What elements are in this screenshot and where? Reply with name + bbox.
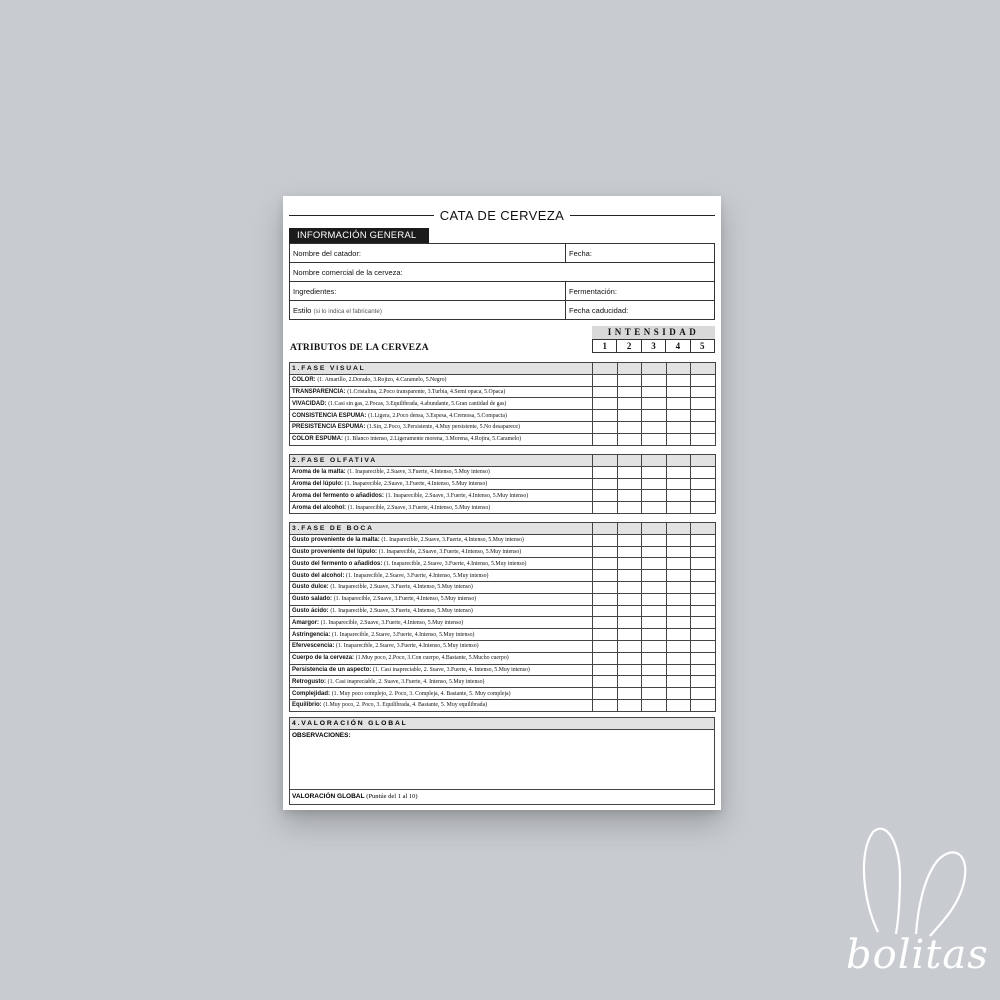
intensity-checkbox[interactable] — [691, 664, 716, 676]
attribute-row — [290, 546, 716, 558]
watermark-logo-text: bolitas — [846, 932, 989, 978]
expiry-field[interactable]: Fecha caducidad: — [566, 301, 715, 320]
title-row — [289, 206, 715, 224]
attribute-label — [290, 652, 593, 664]
attribute-name: COLOR ESPUMA: — [292, 436, 343, 443]
attribute-options: (1. Inaparecible, 2.Suave, 3.Fuerte, 4.Intenso, 5.Muy intenso) — [344, 480, 488, 487]
attribute-row — [290, 478, 716, 490]
intensity-level: 1 — [593, 340, 617, 353]
intensity-checkbox[interactable] — [593, 410, 618, 422]
intensity-checkbox[interactable] — [617, 433, 642, 445]
intensity-checkbox[interactable] — [642, 546, 667, 558]
intensity-checkbox[interactable] — [593, 546, 618, 558]
intensity-checkbox[interactable] — [691, 386, 716, 398]
intensity-checkbox[interactable] — [617, 398, 642, 410]
intensity-checkbox[interactable] — [642, 410, 667, 422]
group-header-cell — [593, 363, 618, 375]
intensity-checkbox[interactable] — [593, 374, 618, 386]
attribute-row — [290, 699, 716, 711]
intensity-checkbox[interactable] — [691, 629, 716, 641]
intensity-level: 3 — [641, 340, 665, 353]
attribute-row — [290, 502, 716, 514]
attribute-options: (1. Blanco intenso, 2.Ligeramente morena, 3.Morena, 4.Rojira, 5.Caramelo) — [344, 436, 522, 443]
group-header-cell — [642, 523, 667, 535]
intensity-checkbox[interactable] — [666, 581, 691, 593]
intensity-checkbox[interactable] — [593, 558, 618, 570]
intensity-checkbox[interactable] — [642, 433, 667, 445]
attribute-options: (1. Inaparecible, 2.Suave, 3.Fuerte, 4.Intenso, 5.Muy intenso) — [320, 619, 464, 626]
mouth-phase-table — [289, 522, 716, 712]
intensity-checkbox[interactable] — [691, 617, 716, 629]
attribute-label — [290, 558, 593, 570]
intensity-checkbox[interactable] — [617, 652, 642, 664]
fermentation-field[interactable]: Fermentación: — [566, 282, 715, 301]
intensity-checkbox[interactable] — [642, 688, 667, 700]
attribute-name: Gusto del fermento o añadidos: — [292, 560, 383, 567]
intensity-checkbox[interactable] — [666, 605, 691, 617]
intensity-checkbox[interactable] — [691, 676, 716, 688]
attribute-label — [290, 421, 593, 433]
intensity-checkbox[interactable] — [666, 398, 691, 410]
attribute-name: Efervescencia: — [292, 643, 335, 650]
intensity-checkbox[interactable] — [642, 617, 667, 629]
group-header-cell — [593, 523, 618, 535]
attribute-row — [290, 676, 716, 688]
intensity-checkbox[interactable] — [593, 688, 618, 700]
intensity-checkbox[interactable] — [642, 605, 667, 617]
attribute-name: Gusto del alcohol: — [292, 572, 345, 579]
intensity-checkbox[interactable] — [666, 664, 691, 676]
attribute-label — [290, 617, 593, 629]
intensity-checkbox[interactable] — [691, 699, 716, 711]
global-assessment — [289, 717, 715, 805]
intensity-level: 2 — [617, 340, 641, 353]
date-field[interactable]: Fecha: — [566, 244, 715, 263]
attribute-name: Gusto ácido: — [292, 607, 329, 614]
attribute-name: CONSISTENCIA ESPUMA: — [292, 412, 367, 419]
intensity-checkbox[interactable] — [617, 570, 642, 582]
intensity-checkbox[interactable] — [617, 410, 642, 422]
attribute-row — [290, 605, 716, 617]
attribute-options: (1. Inaparecible, 2.Suave, 3.Fuerte, 4.Intenso, 5.Muy intenso) — [346, 572, 489, 579]
intensity-checkbox[interactable] — [666, 478, 691, 490]
intensity-checkbox[interactable] — [617, 699, 642, 711]
intensity-checkbox[interactable] — [617, 605, 642, 617]
attribute-label — [290, 593, 593, 605]
intensity-checkbox[interactable] — [642, 699, 667, 711]
intensity-checkbox[interactable] — [593, 490, 618, 502]
style-field[interactable]: Estilo (si lo indica el fabricante) — [290, 301, 566, 320]
attribute-label — [290, 570, 593, 582]
attribute-label — [290, 664, 593, 676]
attribute-name: Retrogusto: — [292, 678, 326, 685]
group-header-cell — [642, 363, 667, 375]
observations-field[interactable]: OBSERVACIONES: — [290, 730, 714, 790]
group-header-cell — [617, 363, 642, 375]
intensity-checkbox[interactable] — [617, 688, 642, 700]
intensity-checkbox[interactable] — [666, 688, 691, 700]
attribute-label — [290, 502, 593, 514]
intensity-checkbox[interactable] — [691, 502, 716, 514]
attribute-options: (1. Amarillo, 2.Dorado, 3.Rojizo, 4.Caramelo, 5.Negro) — [317, 377, 447, 384]
intensity-checkbox[interactable] — [617, 386, 642, 398]
visual-phase-table — [289, 362, 716, 446]
intensity-checkbox[interactable] — [666, 593, 691, 605]
intensity-checkbox[interactable] — [666, 386, 691, 398]
intensity-checkbox[interactable] — [617, 546, 642, 558]
intensity-checkbox[interactable] — [691, 466, 716, 478]
intensity-checkbox[interactable] — [642, 374, 667, 386]
intensity-checkbox[interactable] — [593, 466, 618, 478]
title-rule-right — [570, 215, 715, 216]
attribute-row — [290, 374, 716, 386]
attribute-row — [290, 410, 716, 422]
intensity-checkbox[interactable] — [691, 652, 716, 664]
attribute-row — [290, 386, 716, 398]
intensity-checkbox[interactable] — [593, 652, 618, 664]
attribute-name: Equilibrio: — [292, 702, 322, 709]
intensity-checkbox[interactable] — [691, 410, 716, 422]
intensity-checkbox[interactable] — [593, 629, 618, 641]
group-header: 1.FASE VISUAL — [290, 363, 593, 375]
intensity-checkbox[interactable] — [642, 421, 667, 433]
attribute-label — [290, 490, 593, 502]
intensity-checkbox[interactable] — [617, 676, 642, 688]
intensity-level: 4 — [666, 340, 690, 353]
attribute-row — [290, 688, 716, 700]
attribute-name: Aroma del alcohol: — [292, 504, 347, 511]
intensity-checkbox[interactable] — [691, 478, 716, 490]
intensity-checkbox[interactable] — [593, 581, 618, 593]
attribute-options: (1. Inaparecible, 2.Suave, 3.Fuerte, 4.Intenso, 5.Muy intenso) — [347, 469, 490, 476]
intensity-checkbox[interactable] — [642, 570, 667, 582]
global-assessment-header: 4.VALORACIÓN GLOBAL — [290, 718, 714, 730]
intensity-checkbox[interactable] — [593, 433, 618, 445]
attribute-row — [290, 534, 716, 546]
attribute-label — [290, 534, 593, 546]
attribute-label — [290, 546, 593, 558]
tasting-sheet — [283, 196, 721, 810]
intensity-checkbox[interactable] — [593, 664, 618, 676]
attribute-options: (1. Casi inapreciable, 2. Suave, 3.Fuerte, 4. Intenso, 5.Muy intenso) — [373, 666, 530, 673]
attribute-name: Amargor: — [292, 619, 320, 626]
intensity-checkbox[interactable] — [617, 617, 642, 629]
attributes-title: ATRIBUTOS DE LA CERVEZA — [290, 343, 429, 353]
intensity-checkbox[interactable] — [593, 421, 618, 433]
intensity-checkbox[interactable] — [691, 688, 716, 700]
general-info-header: INFORMACIÓN GENERAL — [289, 228, 429, 243]
intensity-checkbox[interactable] — [642, 466, 667, 478]
group-header-cell — [691, 363, 716, 375]
attribute-name: Complejidad: — [292, 690, 331, 697]
taster-field[interactable]: Nombre del catador: — [290, 244, 566, 263]
intensity-checkbox[interactable] — [666, 558, 691, 570]
intensity-checkbox[interactable] — [617, 502, 642, 514]
intensity-checkbox[interactable] — [691, 605, 716, 617]
attribute-row — [290, 593, 716, 605]
general-info-table — [289, 243, 715, 320]
intensity-level: 5 — [690, 340, 714, 353]
attribute-name: Gusto proveniente del lúpulo: — [292, 548, 378, 555]
page-title: CATA DE CERVEZA — [439, 207, 565, 223]
intensity-checkbox[interactable] — [617, 534, 642, 546]
attribute-options: (1. Inaparecible, 2.Suave, 3.Fuerte, 4.Intenso, 5.Muy intenso) — [378, 548, 522, 555]
group-header-cell — [666, 455, 691, 467]
attribute-options: (1. Inaparecible, 2.Suave, 3.Fuerte, 4.Intenso, 5.Muy intenso) — [384, 560, 527, 567]
attribute-label — [290, 478, 593, 490]
intensity-checkbox[interactable] — [642, 478, 667, 490]
intensity-checkbox[interactable] — [593, 534, 618, 546]
group-header-cell — [691, 455, 716, 467]
intensity-levels — [592, 339, 715, 353]
intensity-checkbox[interactable] — [666, 617, 691, 629]
intensity-header: INTENSIDAD — [592, 326, 715, 339]
intensity-checkbox[interactable] — [642, 558, 667, 570]
attribute-label — [290, 374, 593, 386]
attribute-name: Gusto dulce: — [292, 584, 329, 591]
intensity-checkbox[interactable] — [666, 640, 691, 652]
intensity-checkbox[interactable] — [666, 629, 691, 641]
attribute-options: (1. Inaparecible, 2.Suave, 3.Fuerte, 4.Intenso, 5.Muy intenso) — [336, 643, 479, 650]
intensity-checkbox[interactable] — [691, 570, 716, 582]
attribute-label — [290, 398, 593, 410]
olfactory-phase-table — [289, 454, 716, 514]
group-header-cell — [593, 455, 618, 467]
commercial-name-field[interactable]: Nombre comercial de la cerveza: — [290, 263, 715, 282]
intensity-checkbox[interactable] — [617, 640, 642, 652]
attribute-row — [290, 466, 716, 478]
attribute-options: (1.Sin, 2.Poco, 3.Persistente, 4.Muy persistente, 5.No desaparece) — [367, 424, 520, 431]
attribute-label — [290, 605, 593, 617]
attribute-options: (1. Inaparecible, 2.Suave, 3.Fuerte, 4.Intenso, 5.Muy intenso) — [381, 537, 524, 544]
global-score-field[interactable]: VALORACIÓN GLOBAL (Puntúe del 1 al 10) — [292, 793, 418, 800]
intensity-checkbox[interactable] — [593, 398, 618, 410]
attribute-label — [290, 410, 593, 422]
attribute-label — [290, 640, 593, 652]
attribute-label — [290, 581, 593, 593]
intensity-checkbox[interactable] — [617, 629, 642, 641]
intensity-checkbox[interactable] — [691, 421, 716, 433]
attribute-options: (1. Inaparecible, 2.Suave, 3.Fuerte, 4.Intenso, 5.Muy intenso) — [330, 584, 473, 591]
intensity-checkbox[interactable] — [691, 374, 716, 386]
intensity-checkbox[interactable] — [593, 478, 618, 490]
intensity-checkbox[interactable] — [593, 502, 618, 514]
intensity-checkbox[interactable] — [666, 570, 691, 582]
intensity-checkbox[interactable] — [617, 478, 642, 490]
intensity-checkbox[interactable] — [642, 629, 667, 641]
attribute-name: Gusto proveniente de la malta: — [292, 537, 380, 544]
attribute-label — [290, 688, 593, 700]
attribute-options: (1. Inaparecible, 2.Suave, 3.Fuerte, 4.Intenso, 5.Muy intenso) — [347, 504, 491, 511]
attribute-name: Persistencia de un aspecto: — [292, 666, 372, 673]
intensity-checkbox[interactable] — [642, 534, 667, 546]
attribute-name: VIVACIDAD: — [292, 400, 327, 407]
intensity-checkbox[interactable] — [666, 676, 691, 688]
intensity-checkbox[interactable] — [617, 421, 642, 433]
attribute-options: (1.Ligera, 2.Poco densa, 3.Espesa, 4.Cremosa, 5.Compacta) — [368, 412, 507, 419]
group-header-cell — [617, 523, 642, 535]
attribute-name: Cuerpo de la cerveza: — [292, 655, 355, 662]
group-header-cell — [617, 455, 642, 467]
attribute-row — [290, 640, 716, 652]
attribute-options: (1. Inaparecible, 2.Suave, 3.Fuerte, 4.Intenso, 5.Muy intenso) — [332, 631, 475, 638]
attribute-row — [290, 581, 716, 593]
attribute-options: (1. Inaparecible, 2.Suave, 3.Fuerte, 4.Intenso, 5.Muy intenso) — [385, 492, 529, 499]
title-rule-left — [289, 215, 434, 216]
intensity-checkbox[interactable] — [666, 466, 691, 478]
attribute-options: (1.Casi sin gas, 2.Pocas, 3.Equilibrada, 4.abundante, 5.Gran cantidad de gas) — [328, 400, 507, 407]
intensity-checkbox[interactable] — [666, 534, 691, 546]
group-header-cell — [691, 523, 716, 535]
attribute-name: Astringencia: — [292, 631, 331, 638]
intensity-checkbox[interactable] — [617, 581, 642, 593]
attribute-options: (1.Muy poco, 2.Poco, 3.Con cuerpo, 4.Bastante, 5.Mucho cuerpo) — [355, 655, 509, 662]
attribute-name: PRESISTENCIA ESPUMA: — [292, 424, 366, 431]
intensity-checkbox[interactable] — [617, 558, 642, 570]
group-header-cell — [666, 363, 691, 375]
intensity-checkbox[interactable] — [593, 699, 618, 711]
attribute-label — [290, 386, 593, 398]
intensity-checkbox[interactable] — [617, 374, 642, 386]
attribute-row — [290, 398, 716, 410]
attribute-label — [290, 433, 593, 445]
intensity-checkbox[interactable] — [691, 433, 716, 445]
intensity-checkbox[interactable] — [666, 421, 691, 433]
intensity-checkbox[interactable] — [642, 490, 667, 502]
group-header-cell — [666, 523, 691, 535]
attribute-name: Aroma de la malta: — [292, 469, 346, 476]
intensity-checkbox[interactable] — [593, 617, 618, 629]
intensity-checkbox[interactable] — [666, 699, 691, 711]
intensity-checkbox[interactable] — [691, 490, 716, 502]
intensity-checkbox[interactable] — [617, 664, 642, 676]
intensity-checkbox[interactable] — [593, 570, 618, 582]
intensity-checkbox[interactable] — [642, 652, 667, 664]
intensity-checkbox[interactable] — [691, 640, 716, 652]
intensity-checkbox[interactable] — [642, 676, 667, 688]
intensity-checkbox[interactable] — [691, 546, 716, 558]
intensity-checkbox[interactable] — [666, 374, 691, 386]
intensity-checkbox[interactable] — [666, 546, 691, 558]
intensity-checkbox[interactable] — [642, 640, 667, 652]
intensity-checkbox[interactable] — [666, 652, 691, 664]
attribute-options: (1. Inaparecible, 2.Suave, 3.Fuerte, 4.Intenso, 5.Muy intenso) — [330, 607, 473, 614]
attribute-row — [290, 617, 716, 629]
attribute-name: TRANSPARENCIA: — [292, 388, 346, 395]
intensity-checkbox[interactable] — [642, 581, 667, 593]
attribute-label — [290, 699, 593, 711]
ingredients-field[interactable]: Ingredientes: — [290, 282, 566, 301]
attribute-label — [290, 466, 593, 478]
attribute-options: (1. Casi inapreciable, 2. Suave, 3.Fuerte, 4. Intenso, 5.Muy intenso) — [327, 678, 485, 685]
intensity-checkbox[interactable] — [642, 664, 667, 676]
intensity-checkbox[interactable] — [593, 605, 618, 617]
intensity-checkbox[interactable] — [666, 502, 691, 514]
intensity-checkbox[interactable] — [691, 558, 716, 570]
attribute-row — [290, 490, 716, 502]
intensity-checkbox[interactable] — [642, 398, 667, 410]
intensity-checkbox[interactable] — [666, 433, 691, 445]
intensity-checkbox[interactable] — [691, 534, 716, 546]
attribute-row — [290, 433, 716, 445]
attribute-options: (1.Cristalina, 2.Poco transparente, 3.Turbia, 4.Semi opaca, 5.Opaca) — [347, 388, 506, 395]
group-header: 3.FASE DE BOCA — [290, 523, 593, 535]
attribute-options: (1. Inaparecible, 2.Suave, 3.Fuerte, 4.Intenso, 5.Muy intenso) — [333, 596, 477, 603]
attribute-label — [290, 676, 593, 688]
attribute-row — [290, 558, 716, 570]
attribute-options: (1.Muy poco, 2. Poco, 3. Equilibrada, 4. Bastante, 5. Muy equilibrada) — [323, 702, 488, 709]
intensity-checkbox[interactable] — [617, 466, 642, 478]
intensity-checkbox[interactable] — [617, 593, 642, 605]
style-note: (si lo indica el fabricante) — [313, 307, 382, 315]
attribute-options: (1. Muy poco complejo, 2. Poco, 3. Compleja, 4. Bastante, 5. Muy compleja) — [331, 690, 511, 697]
intensity-checkbox[interactable] — [642, 502, 667, 514]
intensity-checkbox[interactable] — [593, 676, 618, 688]
attribute-row — [290, 421, 716, 433]
attribute-row — [290, 652, 716, 664]
attribute-row — [290, 629, 716, 641]
intensity-checkbox[interactable] — [593, 593, 618, 605]
intensity-checkbox[interactable] — [691, 398, 716, 410]
intensity-checkbox[interactable] — [691, 581, 716, 593]
attribute-label — [290, 629, 593, 641]
group-header: 2.FASE OLFATIVA — [290, 455, 593, 467]
group-header-cell — [642, 455, 667, 467]
attribute-row — [290, 664, 716, 676]
intensity-checkbox[interactable] — [691, 593, 716, 605]
intensity-checkbox[interactable] — [666, 410, 691, 422]
attribute-name: Aroma del lúpulo: — [292, 480, 343, 487]
intensity-checkbox[interactable] — [617, 490, 642, 502]
intensity-checkbox[interactable] — [642, 593, 667, 605]
intensity-checkbox[interactable] — [593, 640, 618, 652]
attribute-name: Gusto salado: — [292, 596, 333, 603]
intensity-checkbox[interactable] — [666, 490, 691, 502]
intensity-checkbox[interactable] — [593, 386, 618, 398]
attribute-row — [290, 570, 716, 582]
attribute-name: Aroma del fermento o añadidos: — [292, 492, 385, 499]
attribute-name: COLOR: — [292, 377, 316, 384]
intensity-checkbox[interactable] — [642, 386, 667, 398]
